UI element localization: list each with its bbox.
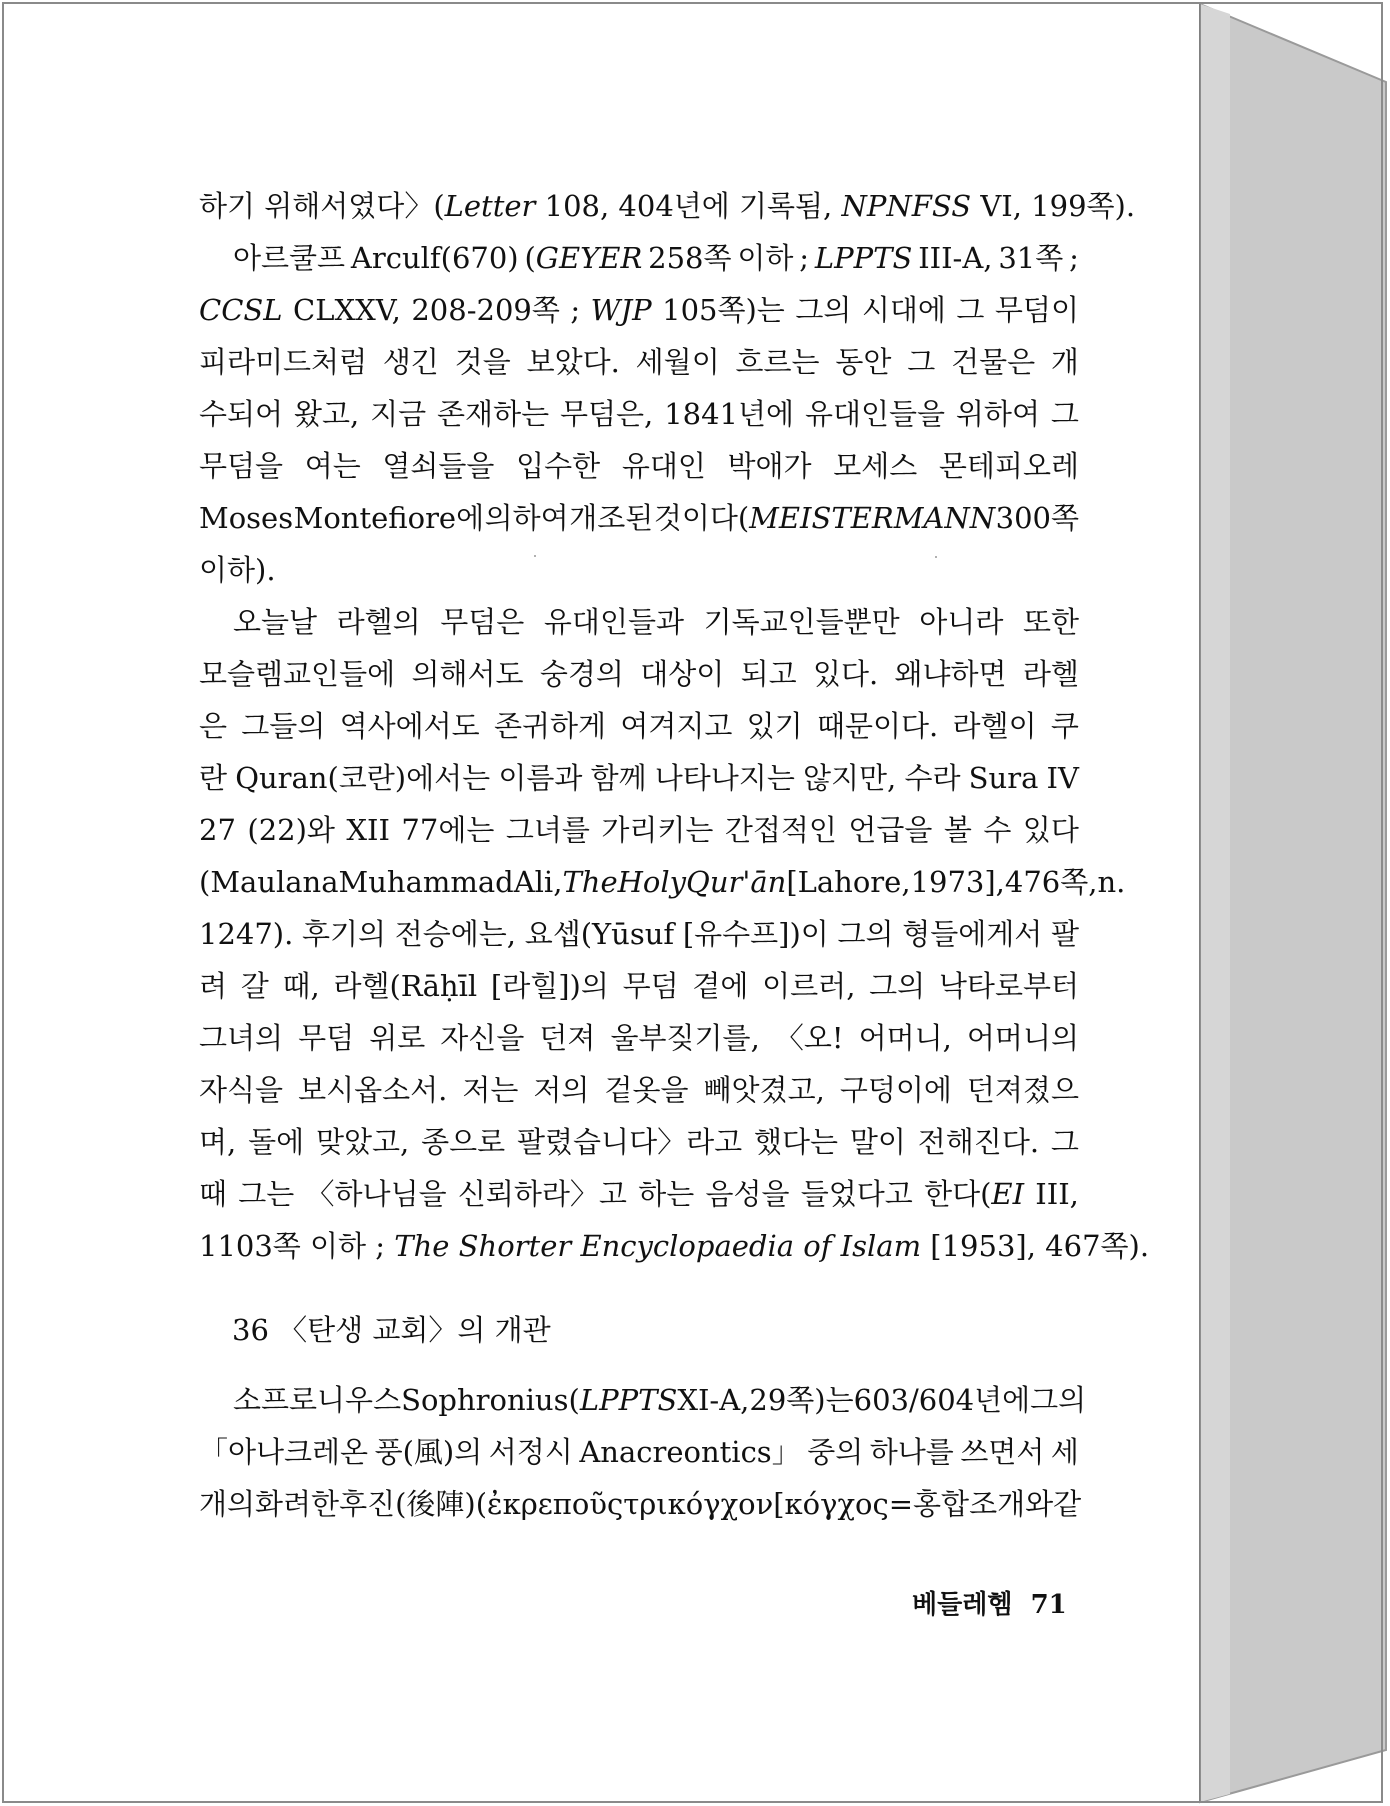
word: 수라 bbox=[904, 761, 961, 795]
text-line bbox=[199, 1174, 1079, 1214]
word: 란 bbox=[199, 761, 228, 795]
word: 그는 bbox=[238, 1177, 295, 1211]
word: 피라미드처럼 bbox=[199, 345, 368, 379]
word: 돌에 bbox=[248, 1125, 305, 1159]
word: ; bbox=[1069, 241, 1079, 275]
speck bbox=[534, 555, 536, 557]
text-line bbox=[199, 1070, 1079, 1110]
word: 이르러, bbox=[762, 969, 856, 1003]
word: 개의 bbox=[199, 1487, 256, 1521]
word: The bbox=[562, 865, 618, 899]
word: 열쇠들을 bbox=[382, 449, 495, 483]
word: Muhammad bbox=[338, 865, 514, 899]
word: 그의 bbox=[869, 969, 926, 1003]
word: 〈하나님을 bbox=[305, 1177, 447, 1211]
word: 그 bbox=[907, 345, 936, 379]
word: Quran(코란)에서는 bbox=[235, 761, 491, 795]
word: 아니라 bbox=[919, 605, 1004, 639]
text-line bbox=[199, 394, 1079, 434]
word: 곁에 bbox=[692, 969, 749, 1003]
word: 무덤 bbox=[622, 969, 679, 1003]
word: 1247). bbox=[199, 917, 294, 951]
word: 존귀하게 bbox=[493, 709, 607, 743]
word: 208-209쪽 bbox=[411, 293, 560, 327]
word: 한다(EI bbox=[924, 1177, 1025, 1211]
word: 전해진다. bbox=[917, 1125, 1040, 1159]
section-number: 36 bbox=[232, 1313, 269, 1347]
word: 그 bbox=[1050, 1125, 1079, 1159]
text-line bbox=[199, 290, 1079, 330]
word: 맞았고, bbox=[315, 1125, 410, 1159]
word: 보았다. bbox=[526, 345, 620, 379]
word: n. bbox=[1097, 865, 1126, 899]
word: 역사에서도 bbox=[339, 709, 480, 743]
word: 무덤은, bbox=[560, 397, 654, 431]
word: 1841년에 bbox=[664, 397, 795, 431]
word: 그의 bbox=[837, 917, 894, 951]
word: 저는 bbox=[462, 1073, 519, 1107]
word: 모세스 bbox=[833, 449, 918, 483]
word: Montefiore에 bbox=[293, 501, 485, 535]
word: 쓰면서 bbox=[960, 1435, 1045, 1469]
word: 세월이 bbox=[635, 345, 720, 379]
word: 때문이다. bbox=[816, 709, 939, 743]
word: 자식을 bbox=[199, 1073, 284, 1107]
word: 위로 bbox=[369, 1021, 426, 1055]
text-line bbox=[199, 758, 1079, 798]
word: 팔 bbox=[1050, 917, 1079, 951]
word: 〈오! bbox=[774, 1021, 844, 1055]
word: 그 bbox=[1050, 397, 1079, 431]
word: 요셉(Yūsuf bbox=[524, 917, 675, 951]
text-line bbox=[199, 342, 1079, 382]
word: Qur'ān bbox=[686, 865, 787, 899]
word: III, bbox=[1035, 1177, 1079, 1211]
text-line bbox=[199, 810, 1079, 850]
word: 수되어 bbox=[199, 397, 284, 431]
word: 쿠 bbox=[1050, 709, 1079, 743]
word: (GEYER bbox=[524, 241, 643, 275]
page-number: 71 bbox=[1030, 1590, 1067, 1620]
word: 1973], bbox=[910, 865, 1005, 899]
word: 되고 bbox=[740, 657, 797, 691]
word: 왜냐하면 bbox=[894, 657, 1007, 691]
word: 던져졌으 bbox=[966, 1073, 1079, 1107]
word: 풍(風)의 bbox=[374, 1435, 483, 1469]
word: 603/604년에 bbox=[853, 1383, 1031, 1417]
word: 대상이 bbox=[640, 657, 725, 691]
word: 서정시 bbox=[488, 1435, 573, 1469]
word: 아르쿨프 bbox=[233, 241, 346, 275]
text-line: 하기 위해서였다〉(Letter 108, 404년에 기록됨, NPNFSS VI, 199쪽). bbox=[199, 189, 1136, 223]
text-line bbox=[199, 1484, 1082, 1524]
text-line bbox=[199, 1018, 1079, 1058]
word: (ἐκρεποῦς bbox=[475, 1487, 624, 1521]
word: 은 bbox=[199, 709, 228, 743]
word: 려 bbox=[199, 969, 228, 1003]
word: IV bbox=[1046, 761, 1079, 795]
word: 했다는 bbox=[753, 1125, 839, 1159]
word: 세 bbox=[1050, 1435, 1079, 1469]
word: 여겨지고 bbox=[620, 709, 733, 743]
running-title: 베들레헴 bbox=[912, 1590, 1013, 1620]
word: CCSL bbox=[199, 293, 283, 327]
word: 동안 bbox=[835, 345, 892, 379]
speck bbox=[935, 556, 937, 558]
word: 함께 bbox=[590, 761, 647, 795]
word: 수 bbox=[983, 813, 1012, 847]
word: 어머니, bbox=[858, 1021, 952, 1055]
word: 신뢰하라〉고 bbox=[457, 1177, 627, 1211]
word: 가리키는 bbox=[601, 813, 714, 847]
word: 「아나크레온 bbox=[199, 1435, 369, 1469]
word: 않지만, bbox=[803, 761, 897, 795]
word: 라헬(Rāḥīl bbox=[333, 969, 478, 1003]
text-line bbox=[233, 238, 1079, 278]
word: τρικόγχον[κόγχος=홍합 bbox=[623, 1487, 970, 1521]
word: 그녀의 bbox=[199, 1021, 284, 1055]
word: LPPTS bbox=[814, 241, 913, 275]
word: 갈 bbox=[240, 969, 269, 1003]
text-line: 이하). bbox=[199, 553, 276, 587]
text-line bbox=[199, 706, 1079, 746]
word: 낙타로부터 bbox=[938, 969, 1079, 1003]
word: Arculf(670) bbox=[350, 241, 519, 275]
word: 77에는 bbox=[401, 813, 495, 847]
word: 105쪽)는 bbox=[662, 293, 785, 327]
word: 같 bbox=[1053, 1487, 1082, 1521]
word: 후기의 bbox=[302, 917, 387, 951]
word: 하는 bbox=[638, 1177, 695, 1211]
word: XII bbox=[346, 813, 390, 847]
word: 음성을 bbox=[705, 1177, 790, 1211]
word: 나타나지는 bbox=[654, 761, 795, 795]
word: 있기 bbox=[746, 709, 803, 743]
word: 의해서도 bbox=[411, 657, 524, 691]
word: 300쪽 bbox=[995, 501, 1079, 535]
word: 그의 bbox=[795, 293, 852, 327]
word: 말이 bbox=[849, 1125, 906, 1159]
word: 후진(後陣) bbox=[339, 1487, 476, 1521]
word: Anacreontics」 bbox=[579, 1435, 801, 1469]
word: 소프로니우스 bbox=[233, 1383, 402, 1417]
word: 자신을 bbox=[440, 1021, 525, 1055]
word: 건물은 bbox=[951, 345, 1036, 379]
word: [유수프])이 bbox=[682, 917, 829, 951]
word: 개 bbox=[1050, 345, 1079, 379]
word: 31쪽 bbox=[998, 241, 1064, 275]
word: 있다. bbox=[812, 657, 879, 691]
word: 때, bbox=[282, 969, 320, 1003]
word: 유대인들과 bbox=[543, 605, 684, 639]
word: 그 bbox=[956, 293, 985, 327]
word: 있다 bbox=[1022, 813, 1079, 847]
word: 27 bbox=[199, 813, 236, 847]
word: 모슬렘교인들에 bbox=[199, 657, 396, 691]
word: Sura bbox=[968, 761, 1039, 795]
word: 몬테피오레 bbox=[938, 449, 1079, 483]
word: Holy bbox=[617, 865, 687, 899]
word: 겉옷을 bbox=[604, 1073, 689, 1107]
word: 하나를 bbox=[869, 1435, 954, 1469]
word: XI-A, bbox=[677, 1383, 750, 1417]
word: 것이다(MEISTERMANN bbox=[653, 501, 996, 535]
word: 울부짖기를, bbox=[610, 1021, 760, 1055]
word: 간접적인 bbox=[724, 813, 837, 847]
word: 그녀를 bbox=[505, 813, 590, 847]
text-line bbox=[233, 602, 1079, 642]
word: III-A, bbox=[918, 241, 993, 275]
word: 라헬이 bbox=[952, 709, 1037, 743]
word: 전승에는, bbox=[394, 917, 517, 951]
word: 보시옵소서. bbox=[298, 1073, 448, 1107]
word: 존재하는 bbox=[437, 397, 550, 431]
word: 언급을 bbox=[848, 813, 933, 847]
word: 형들에게서 bbox=[902, 917, 1043, 951]
word: 왔고, bbox=[293, 397, 360, 431]
word: 무덤은 bbox=[440, 605, 525, 639]
text-line: 1103쪽 이하 ; The Shorter Encyclopaedia of Islam [1953], 467쪽). bbox=[199, 1229, 1150, 1263]
word: 오늘날 bbox=[233, 605, 318, 639]
text-line bbox=[199, 914, 1079, 954]
section-heading bbox=[232, 1310, 551, 1350]
word: 던져 bbox=[539, 1021, 596, 1055]
word: 258쪽 bbox=[648, 241, 732, 275]
word: 박애가 bbox=[727, 449, 812, 483]
text-line bbox=[199, 498, 1079, 538]
word: 들었다고 bbox=[800, 1177, 913, 1211]
word: 476쪽, bbox=[1004, 865, 1098, 899]
word: [라힐])의 bbox=[490, 969, 609, 1003]
word: 저의 bbox=[533, 1073, 590, 1107]
word: 볼 bbox=[943, 813, 972, 847]
page-footer bbox=[912, 1584, 1067, 1621]
word: 라헬 bbox=[1022, 657, 1079, 691]
word: Ali, bbox=[513, 865, 563, 899]
text-line bbox=[199, 966, 1079, 1006]
word: 화려한 bbox=[255, 1487, 340, 1521]
word: 며, bbox=[199, 1125, 237, 1159]
word: 개조된 bbox=[569, 501, 654, 535]
word: 때 bbox=[199, 1177, 228, 1211]
text-line bbox=[199, 1122, 1079, 1162]
word: [Lahore, bbox=[786, 865, 911, 899]
word: 기독교인들뿐만 bbox=[703, 605, 900, 639]
word: 이하 bbox=[737, 241, 794, 275]
word: 시대에 bbox=[861, 293, 946, 327]
word: 것을 bbox=[454, 345, 511, 379]
text-line bbox=[199, 654, 1079, 694]
word: 팔렸습니다〉라고 bbox=[517, 1125, 743, 1159]
word: 이름과 bbox=[498, 761, 583, 795]
word: CLXXV, bbox=[293, 293, 401, 327]
text-line bbox=[233, 1380, 1087, 1420]
word: 의하여 bbox=[484, 501, 569, 535]
word: 그의 bbox=[1030, 1383, 1087, 1417]
word: 조개와 bbox=[969, 1487, 1054, 1521]
word: 무덤 bbox=[298, 1021, 355, 1055]
word: 중의 bbox=[807, 1435, 864, 1469]
word: 빼앗겼고, bbox=[703, 1073, 825, 1107]
word: (Maulana bbox=[199, 865, 339, 899]
word: (22)와 bbox=[247, 813, 335, 847]
text-line bbox=[199, 862, 1126, 902]
word: 무덤이 bbox=[994, 293, 1079, 327]
word: 구덩이에 bbox=[839, 1073, 952, 1107]
word: 유대인 bbox=[621, 449, 706, 483]
word: 여는 bbox=[304, 449, 361, 483]
word: ; bbox=[799, 241, 809, 275]
word: 무덤을 bbox=[199, 449, 284, 483]
word: 어머니의 bbox=[966, 1021, 1079, 1055]
section-title: 〈탄생 교회〉의 개관 bbox=[278, 1313, 551, 1347]
word: Sophronius(LPPTS bbox=[401, 1383, 678, 1417]
word: 라헬의 bbox=[336, 605, 421, 639]
word: 유대인들을 bbox=[804, 397, 946, 431]
text-line bbox=[199, 1432, 1079, 1472]
word: 숭경의 bbox=[539, 657, 624, 691]
word: 29쪽)는 bbox=[749, 1383, 854, 1417]
word: 그들의 bbox=[241, 709, 326, 743]
word: 또한 bbox=[1022, 605, 1079, 639]
word: 종으로 bbox=[421, 1125, 506, 1159]
word: ; bbox=[570, 293, 581, 327]
word: 흐르는 bbox=[735, 345, 820, 379]
word: 입수한 bbox=[516, 449, 601, 483]
word: 지금 bbox=[370, 397, 427, 431]
text-line bbox=[199, 446, 1079, 486]
word: 생긴 bbox=[382, 345, 439, 379]
word: Moses bbox=[199, 501, 294, 535]
word: WJP bbox=[590, 293, 652, 327]
word: 위하여 bbox=[955, 397, 1040, 431]
